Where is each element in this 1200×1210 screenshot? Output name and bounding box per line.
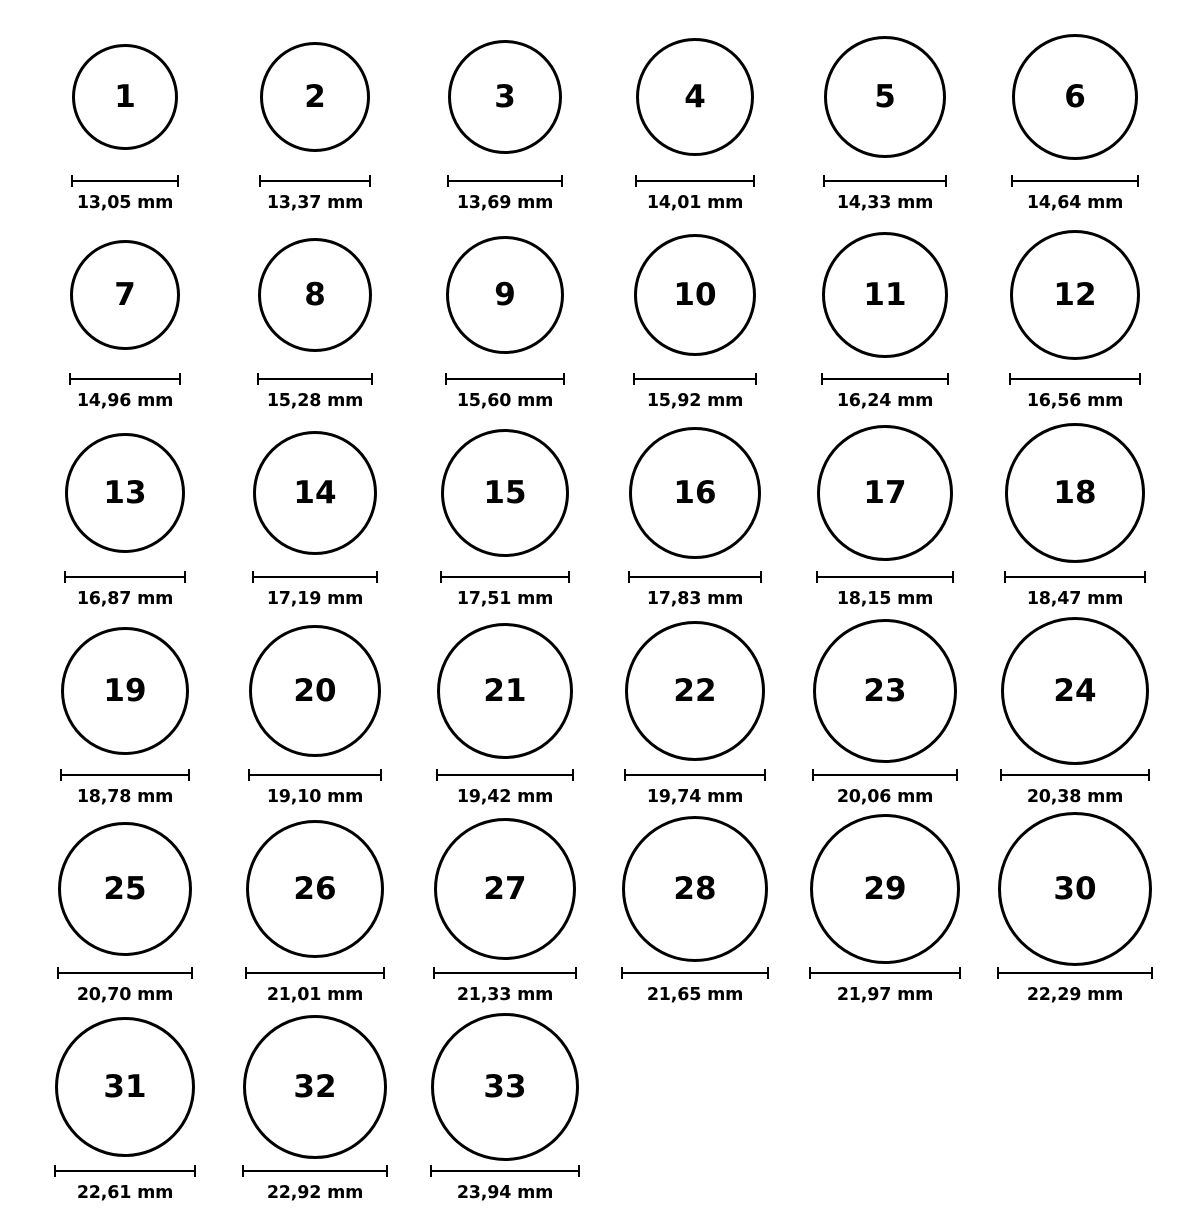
measure-caliper-icon bbox=[433, 967, 577, 979]
ring-size-cell bbox=[980, 220, 1170, 418]
ring-size-number: 22 bbox=[673, 672, 717, 709]
ring-circle bbox=[258, 238, 372, 352]
diameter-label: 14,64 mm bbox=[1026, 193, 1124, 213]
diameter-measure-bar bbox=[635, 174, 755, 188]
ring-size-number: 6 bbox=[1064, 78, 1086, 115]
diameter-label: 17,19 mm bbox=[266, 589, 364, 609]
ring-circle-wrap bbox=[410, 616, 600, 766]
measure-caliper-icon bbox=[628, 571, 762, 583]
measure-caliper-icon bbox=[809, 967, 961, 979]
measure-line bbox=[821, 378, 949, 380]
ring-size-number: 4 bbox=[684, 78, 706, 115]
diameter-label: 18,47 mm bbox=[1026, 589, 1124, 609]
diameter-label: 13,69 mm bbox=[456, 193, 554, 213]
measure-caliper-icon bbox=[64, 571, 186, 583]
ring-size-cell bbox=[410, 418, 600, 616]
ring-size-cell bbox=[410, 22, 600, 220]
measure-caliper-icon bbox=[242, 1165, 388, 1177]
diameter-measure-bar bbox=[628, 570, 762, 584]
ring-size-cell bbox=[220, 814, 410, 1012]
ring-circle-wrap bbox=[790, 22, 980, 172]
measure-caliper-icon bbox=[445, 373, 565, 385]
measure-line bbox=[440, 576, 570, 578]
ring-circle bbox=[431, 1013, 579, 1161]
measure-caliper-icon bbox=[816, 571, 954, 583]
diameter-measure-bar bbox=[242, 1164, 388, 1178]
measure-caliper-icon bbox=[440, 571, 570, 583]
ring-circle-wrap bbox=[410, 814, 600, 964]
diameter-label: 17,83 mm bbox=[646, 589, 744, 609]
ring-size-number: 5 bbox=[874, 78, 896, 115]
ring-circle-wrap bbox=[790, 616, 980, 766]
diameter-measure-bar bbox=[54, 1164, 196, 1178]
ring-circle bbox=[634, 234, 756, 356]
measure-caliper-icon bbox=[252, 571, 378, 583]
diameter-label: 20,38 mm bbox=[1026, 787, 1124, 807]
ring-size-cell bbox=[980, 22, 1170, 220]
ring-circle bbox=[813, 619, 957, 763]
ring-circle bbox=[70, 240, 180, 350]
ring-circle-wrap bbox=[30, 1012, 220, 1162]
diameter-label: 15,60 mm bbox=[456, 391, 554, 411]
measure-line bbox=[248, 774, 382, 776]
measure-caliper-icon bbox=[823, 175, 947, 187]
ring-circle bbox=[1012, 34, 1138, 160]
ring-size-cell bbox=[30, 1012, 220, 1210]
ring-size-number: 3 bbox=[494, 78, 516, 115]
diameter-label: 21,97 mm bbox=[836, 985, 934, 1005]
ring-circle bbox=[998, 812, 1152, 966]
ring-circle-wrap bbox=[410, 418, 600, 568]
ring-circle bbox=[448, 40, 562, 154]
diameter-label: 23,94 mm bbox=[456, 1183, 554, 1203]
measure-line bbox=[809, 972, 961, 974]
ring-circle-wrap bbox=[220, 220, 410, 370]
diameter-measure-bar bbox=[433, 966, 577, 980]
ring-size-cell bbox=[790, 220, 980, 418]
ring-size-cell bbox=[220, 220, 410, 418]
measure-caliper-icon bbox=[447, 175, 563, 187]
diameter-label: 13,05 mm bbox=[76, 193, 174, 213]
measure-line bbox=[54, 1170, 196, 1172]
ring-circle-wrap bbox=[600, 418, 790, 568]
measure-caliper-icon bbox=[69, 373, 181, 385]
ring-size-cell bbox=[410, 814, 600, 1012]
ring-size-cell bbox=[600, 220, 790, 418]
diameter-measure-bar bbox=[71, 174, 179, 188]
ring-size-number: 32 bbox=[293, 1068, 337, 1105]
diameter-label: 15,92 mm bbox=[646, 391, 744, 411]
diameter-measure-bar bbox=[809, 966, 961, 980]
ring-circle bbox=[446, 236, 564, 354]
ring-circle bbox=[58, 822, 192, 956]
ring-size-number: 23 bbox=[863, 672, 907, 709]
ring-size-number: 13 bbox=[103, 474, 147, 511]
measure-line bbox=[57, 972, 193, 974]
diameter-measure-bar bbox=[997, 966, 1153, 980]
measure-line bbox=[633, 378, 757, 380]
measure-caliper-icon bbox=[436, 769, 574, 781]
ring-size-cell bbox=[30, 616, 220, 814]
ring-circle-wrap bbox=[410, 22, 600, 172]
ring-circle-wrap bbox=[220, 1012, 410, 1162]
measure-line bbox=[259, 180, 371, 182]
measure-caliper-icon bbox=[633, 373, 757, 385]
ring-circle bbox=[441, 429, 569, 557]
measure-caliper-icon bbox=[245, 967, 385, 979]
ring-size-cell bbox=[980, 418, 1170, 616]
diameter-label: 20,70 mm bbox=[76, 985, 174, 1005]
ring-circle bbox=[434, 818, 576, 960]
ring-circle-wrap bbox=[790, 814, 980, 964]
diameter-label: 19,42 mm bbox=[456, 787, 554, 807]
ring-size-number: 26 bbox=[293, 870, 337, 907]
ring-circle-wrap bbox=[980, 814, 1170, 964]
ring-size-number: 17 bbox=[863, 474, 907, 511]
ring-size-number: 11 bbox=[863, 276, 907, 313]
measure-caliper-icon bbox=[1004, 571, 1146, 583]
diameter-measure-bar bbox=[821, 372, 949, 386]
diameter-measure-bar bbox=[436, 768, 574, 782]
diameter-label: 14,96 mm bbox=[76, 391, 174, 411]
ring-circle bbox=[246, 820, 384, 958]
measure-line bbox=[1009, 378, 1141, 380]
ring-circle-wrap bbox=[410, 1012, 600, 1162]
measure-line bbox=[430, 1170, 580, 1172]
ring-size-cell bbox=[600, 418, 790, 616]
ring-circle bbox=[55, 1017, 195, 1157]
ring-size-number: 15 bbox=[483, 474, 527, 511]
ring-size-cell bbox=[790, 22, 980, 220]
measure-caliper-icon bbox=[821, 373, 949, 385]
ring-size-number: 19 bbox=[103, 672, 147, 709]
diameter-measure-bar bbox=[430, 1164, 580, 1178]
ring-size-number: 30 bbox=[1053, 870, 1097, 907]
diameter-label: 22,29 mm bbox=[1026, 985, 1124, 1005]
ring-size-number: 12 bbox=[1053, 276, 1097, 313]
diameter-measure-bar bbox=[1004, 570, 1146, 584]
measure-line bbox=[60, 774, 190, 776]
diameter-label: 20,06 mm bbox=[836, 787, 934, 807]
diameter-measure-bar bbox=[69, 372, 181, 386]
ring-circle bbox=[622, 816, 768, 962]
measure-line bbox=[1004, 576, 1146, 578]
ring-circle bbox=[629, 427, 761, 559]
diameter-label: 17,51 mm bbox=[456, 589, 554, 609]
ring-size-cell bbox=[30, 418, 220, 616]
ring-size-cell bbox=[410, 1012, 600, 1210]
ring-size-cell bbox=[790, 814, 980, 1012]
measure-line bbox=[816, 576, 954, 578]
measure-caliper-icon bbox=[259, 175, 371, 187]
diameter-measure-bar bbox=[1009, 372, 1141, 386]
ring-size-cell bbox=[30, 814, 220, 1012]
ring-circle bbox=[243, 1015, 387, 1159]
ring-size-cell bbox=[980, 814, 1170, 1012]
ring-size-number: 25 bbox=[103, 870, 147, 907]
ring-size-cell bbox=[600, 814, 790, 1012]
diameter-label: 16,87 mm bbox=[76, 589, 174, 609]
diameter-measure-bar bbox=[621, 966, 769, 980]
measure-line bbox=[823, 180, 947, 182]
diameter-label: 21,01 mm bbox=[266, 985, 364, 1005]
ring-size-number: 33 bbox=[483, 1068, 527, 1105]
diameter-label: 16,56 mm bbox=[1026, 391, 1124, 411]
ring-size-number: 10 bbox=[673, 276, 717, 313]
diameter-label: 14,33 mm bbox=[836, 193, 934, 213]
measure-line bbox=[436, 774, 574, 776]
diameter-measure-bar bbox=[823, 174, 947, 188]
ring-size-number: 21 bbox=[483, 672, 527, 709]
ring-circle-wrap bbox=[220, 22, 410, 172]
ring-circle-wrap bbox=[600, 220, 790, 370]
ring-size-number: 9 bbox=[494, 276, 516, 313]
ring-circle-wrap bbox=[980, 616, 1170, 766]
ring-circle-wrap bbox=[30, 220, 220, 370]
measure-line bbox=[635, 180, 755, 182]
ring-circle-wrap bbox=[220, 616, 410, 766]
ring-circle bbox=[817, 425, 953, 561]
diameter-measure-bar bbox=[252, 570, 378, 584]
measure-caliper-icon bbox=[635, 175, 755, 187]
ring-circle-wrap bbox=[410, 220, 600, 370]
ring-circle bbox=[65, 433, 185, 553]
diameter-measure-bar bbox=[1011, 174, 1139, 188]
diameter-label: 16,24 mm bbox=[836, 391, 934, 411]
ring-size-number: 24 bbox=[1053, 672, 1097, 709]
diameter-measure-bar bbox=[257, 372, 373, 386]
measure-caliper-icon bbox=[1011, 175, 1139, 187]
ring-size-cell bbox=[980, 616, 1170, 814]
measure-line bbox=[433, 972, 577, 974]
ring-circle-wrap bbox=[220, 418, 410, 568]
ring-circle-wrap bbox=[220, 814, 410, 964]
ring-size-cell bbox=[30, 22, 220, 220]
ring-size-cell bbox=[600, 616, 790, 814]
ring-circle bbox=[636, 38, 754, 156]
measure-line bbox=[812, 774, 958, 776]
ring-circle bbox=[72, 44, 178, 150]
diameter-measure-bar bbox=[64, 570, 186, 584]
ring-circle bbox=[625, 621, 765, 761]
ring-circle-wrap bbox=[790, 220, 980, 370]
measure-line bbox=[242, 1170, 388, 1172]
ring-size-cell bbox=[220, 616, 410, 814]
ring-circle bbox=[1010, 230, 1140, 360]
diameter-label: 18,15 mm bbox=[836, 589, 934, 609]
measure-caliper-icon bbox=[621, 967, 769, 979]
diameter-measure-bar bbox=[445, 372, 565, 386]
ring-size-cell bbox=[30, 220, 220, 418]
ring-circle-wrap bbox=[980, 220, 1170, 370]
ring-circle-wrap bbox=[600, 22, 790, 172]
measure-caliper-icon bbox=[71, 175, 179, 187]
measure-caliper-icon bbox=[430, 1165, 580, 1177]
diameter-label: 22,61 mm bbox=[76, 1183, 174, 1203]
ring-size-number: 8 bbox=[304, 276, 326, 313]
ring-circle-wrap bbox=[30, 22, 220, 172]
ring-size-number: 7 bbox=[114, 276, 136, 313]
measure-caliper-icon bbox=[60, 769, 190, 781]
ring-size-number: 27 bbox=[483, 870, 527, 907]
diameter-label: 19,74 mm bbox=[646, 787, 744, 807]
measure-line bbox=[621, 972, 769, 974]
ring-circle-wrap bbox=[30, 616, 220, 766]
diameter-label: 18,78 mm bbox=[76, 787, 174, 807]
diameter-measure-bar bbox=[1000, 768, 1150, 782]
ring-size-number: 18 bbox=[1053, 474, 1097, 511]
ring-circle bbox=[824, 36, 946, 158]
ring-size-number: 1 bbox=[114, 78, 136, 115]
ring-circle-wrap bbox=[790, 418, 980, 568]
ring-circle-wrap bbox=[600, 616, 790, 766]
measure-caliper-icon bbox=[54, 1165, 196, 1177]
ring-circle-wrap bbox=[30, 814, 220, 964]
diameter-label: 15,28 mm bbox=[266, 391, 364, 411]
measure-line bbox=[64, 576, 186, 578]
measure-caliper-icon bbox=[812, 769, 958, 781]
diameter-measure-bar bbox=[624, 768, 766, 782]
diameter-label: 21,65 mm bbox=[646, 985, 744, 1005]
measure-line bbox=[69, 378, 181, 380]
ring-size-cell bbox=[410, 220, 600, 418]
ring-size-cell bbox=[220, 22, 410, 220]
measure-line bbox=[71, 180, 179, 182]
measure-line bbox=[252, 576, 378, 578]
measure-caliper-icon bbox=[997, 967, 1153, 979]
measure-line bbox=[257, 378, 373, 380]
ring-circle bbox=[437, 623, 573, 759]
ring-size-number: 20 bbox=[293, 672, 337, 709]
diameter-measure-bar bbox=[57, 966, 193, 980]
diameter-measure-bar bbox=[633, 372, 757, 386]
ring-size-number: 2 bbox=[304, 78, 326, 115]
measure-caliper-icon bbox=[57, 967, 193, 979]
ring-circle bbox=[249, 625, 381, 757]
measure-caliper-icon bbox=[257, 373, 373, 385]
ring-size-cell bbox=[410, 616, 600, 814]
diameter-measure-bar bbox=[447, 174, 563, 188]
diameter-measure-bar bbox=[812, 768, 958, 782]
ring-circle bbox=[61, 627, 189, 755]
diameter-measure-bar bbox=[248, 768, 382, 782]
diameter-measure-bar bbox=[440, 570, 570, 584]
ring-circle bbox=[1005, 423, 1145, 563]
ring-circle-wrap bbox=[600, 814, 790, 964]
measure-line bbox=[624, 774, 766, 776]
ring-size-cell bbox=[220, 1012, 410, 1210]
measure-line bbox=[245, 972, 385, 974]
ring-size-number: 31 bbox=[103, 1068, 147, 1105]
measure-line bbox=[445, 378, 565, 380]
diameter-measure-bar bbox=[60, 768, 190, 782]
diameter-measure-bar bbox=[259, 174, 371, 188]
ring-size-grid bbox=[10, 22, 1190, 1210]
diameter-label: 13,37 mm bbox=[266, 193, 364, 213]
measure-caliper-icon bbox=[1009, 373, 1141, 385]
ring-circle-wrap bbox=[980, 418, 1170, 568]
ring-circle bbox=[1001, 617, 1149, 765]
ring-size-cell bbox=[790, 616, 980, 814]
measure-line bbox=[1000, 774, 1150, 776]
ring-circle-wrap bbox=[980, 22, 1170, 172]
measure-line bbox=[628, 576, 762, 578]
measure-line bbox=[997, 972, 1153, 974]
diameter-measure-bar bbox=[245, 966, 385, 980]
diameter-label: 14,01 mm bbox=[646, 193, 744, 213]
ring-size-cell bbox=[790, 418, 980, 616]
ring-circle bbox=[822, 232, 948, 358]
measure-caliper-icon bbox=[248, 769, 382, 781]
diameter-label: 22,92 mm bbox=[266, 1183, 364, 1203]
ring-size-cell bbox=[220, 418, 410, 616]
measure-line bbox=[447, 180, 563, 182]
diameter-label: 21,33 mm bbox=[456, 985, 554, 1005]
measure-caliper-icon bbox=[1000, 769, 1150, 781]
measure-caliper-icon bbox=[624, 769, 766, 781]
ring-size-number: 14 bbox=[293, 474, 337, 511]
measure-line bbox=[1011, 180, 1139, 182]
ring-size-number: 29 bbox=[863, 870, 907, 907]
diameter-measure-bar bbox=[816, 570, 954, 584]
ring-circle-wrap bbox=[30, 418, 220, 568]
ring-circle bbox=[810, 814, 960, 964]
ring-circle bbox=[260, 42, 370, 152]
ring-circle bbox=[253, 431, 377, 555]
ring-size-number: 16 bbox=[673, 474, 717, 511]
ring-size-number: 28 bbox=[673, 870, 717, 907]
diameter-label: 19,10 mm bbox=[266, 787, 364, 807]
ring-size-cell bbox=[600, 22, 790, 220]
